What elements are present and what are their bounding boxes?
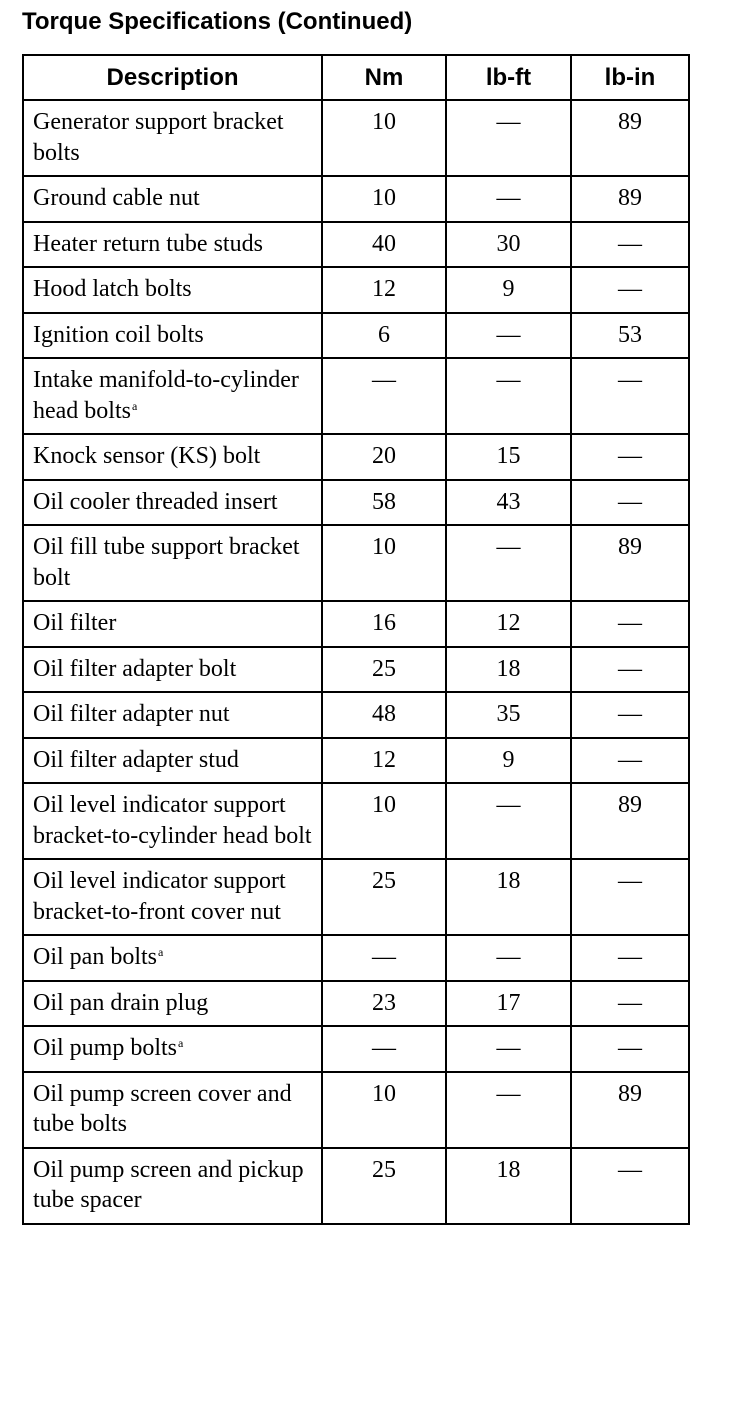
description-text: Oil pan drain plug [33, 989, 209, 1016]
table-row [23, 601, 689, 647]
lbin-cell: — [571, 1026, 689, 1072]
lbin-cell: — [571, 738, 689, 784]
table-row [23, 222, 689, 268]
column-header-lbft: lb-ft [446, 55, 571, 100]
description-cell [23, 859, 322, 935]
table-row [23, 692, 689, 738]
lbft-cell: 18 [446, 647, 571, 693]
description-cell [23, 434, 322, 480]
nm-cell: 40 [322, 222, 446, 268]
lbin-cell: 53 [571, 313, 689, 359]
description-text: Oil filter adapter bolt [33, 655, 237, 682]
nm-cell: 25 [322, 647, 446, 693]
description-cell [23, 1148, 322, 1224]
description-text: Generator support bracket bolts [33, 109, 284, 166]
table-row [23, 981, 689, 1027]
table-row [23, 267, 689, 313]
description-cell [23, 692, 322, 738]
lbft-cell: 35 [446, 692, 571, 738]
description-cell [23, 647, 322, 693]
description-text: Oil level indicator support bracket-to-front cover nut [33, 868, 286, 925]
lbin-cell: 89 [571, 525, 689, 601]
table-row [23, 935, 689, 981]
lbin-cell: — [571, 358, 689, 434]
description-text: Oil filter adapter nut [33, 701, 230, 727]
description-text: Heater return tube studs [33, 230, 263, 257]
description-cell [23, 935, 322, 981]
nm-cell: 10 [322, 100, 446, 176]
description-text: Oil pump screen cover and tube bolts [33, 1080, 292, 1137]
table-row [23, 1026, 689, 1072]
lbft-cell: 12 [446, 601, 571, 647]
description-cell [23, 783, 322, 859]
nm-cell: 48 [322, 692, 446, 738]
nm-cell: 10 [322, 783, 446, 859]
table-row [23, 783, 689, 859]
lbft-cell: 30 [446, 222, 571, 268]
lbft-cell: — [446, 935, 571, 981]
description-cell [23, 480, 322, 526]
table-header-row [23, 55, 689, 100]
table-row [23, 738, 689, 784]
lbin-cell: — [571, 480, 689, 526]
lbft-cell: — [446, 176, 571, 222]
lbft-cell: 18 [446, 1148, 571, 1224]
description-text: Knock sensor (KS) bolt [33, 443, 261, 469]
lbft-cell: — [446, 313, 571, 359]
nm-cell: 25 [322, 859, 446, 935]
lbft-cell: 18 [446, 859, 571, 935]
description-text: Oil pan bolts [33, 944, 157, 970]
lbft-cell: — [446, 100, 571, 176]
lbin-cell: 89 [571, 176, 689, 222]
lbin-cell: — [571, 601, 689, 647]
lbft-cell: 9 [446, 267, 571, 313]
table-row [23, 176, 689, 222]
description-text: Intake manifold-to-cylinder head bolts [33, 367, 299, 424]
lbin-cell: — [571, 1148, 689, 1224]
lbft-cell: — [446, 358, 571, 434]
nm-cell: — [322, 358, 446, 434]
description-cell [23, 222, 322, 268]
table-row [23, 100, 689, 176]
nm-cell: 10 [322, 525, 446, 601]
lbft-cell: 17 [446, 981, 571, 1027]
lbft-cell: 9 [446, 738, 571, 784]
description-cell [23, 981, 322, 1027]
nm-cell: 58 [322, 480, 446, 526]
description-cell [23, 267, 322, 313]
description-text: Oil cooler threaded insert [33, 488, 278, 515]
lbin-cell: — [571, 981, 689, 1027]
lbft-cell: — [446, 525, 571, 601]
lbin-cell: — [571, 222, 689, 268]
description-cell [23, 100, 322, 176]
lbft-cell: — [446, 1026, 571, 1072]
lbin-cell: — [571, 267, 689, 313]
lbin-cell: 89 [571, 783, 689, 859]
footnote-marker: a [131, 398, 138, 413]
nm-cell: 23 [322, 981, 446, 1027]
column-header-lbin: lb-in [571, 55, 689, 100]
description-text: Oil filter adapter stud [33, 746, 239, 773]
nm-cell: 12 [322, 267, 446, 313]
table-row [23, 434, 689, 480]
description-text: Oil level indicator support bracket-to-cylinder head bolt [33, 792, 312, 849]
description-cell [23, 738, 322, 784]
table-body [23, 100, 689, 1224]
description-cell [23, 1026, 322, 1072]
nm-cell: 6 [322, 313, 446, 359]
description-text: Ground cable nut [33, 185, 200, 211]
lbft-cell: — [446, 783, 571, 859]
torque-spec-table [22, 54, 690, 1225]
nm-cell: 16 [322, 601, 446, 647]
lbin-cell: 89 [571, 1072, 689, 1148]
table-row [23, 1072, 689, 1148]
description-cell [23, 176, 322, 222]
description-cell [23, 313, 322, 359]
lbin-cell: 89 [571, 100, 689, 176]
column-header-description: Description [23, 55, 322, 100]
description-text: Oil pump bolts [33, 1035, 178, 1061]
lbft-cell: 43 [446, 480, 571, 526]
column-header-nm: Nm [322, 55, 446, 100]
description-text: Hood latch bolts [33, 276, 192, 302]
table-row [23, 647, 689, 693]
lbin-cell: — [571, 935, 689, 981]
lbft-cell: 15 [446, 434, 571, 480]
description-text: Oil filter [33, 610, 117, 636]
lbin-cell: — [571, 434, 689, 480]
description-cell [23, 601, 322, 647]
description-text: Oil pump screen and pickup tube spacer [33, 1156, 304, 1213]
table-row [23, 358, 689, 434]
nm-cell: 12 [322, 738, 446, 784]
lbin-cell: — [571, 647, 689, 693]
lbft-cell: — [446, 1072, 571, 1148]
table-row [23, 1148, 689, 1224]
footnote-marker: a [158, 945, 164, 959]
table-row [23, 313, 689, 359]
nm-cell: 10 [322, 1072, 446, 1148]
description-cell [23, 1072, 322, 1148]
description-cell [23, 525, 322, 601]
description-text: Oil fill tube support bracket bolt [33, 534, 300, 591]
table-row [23, 480, 689, 526]
lbin-cell: — [571, 859, 689, 935]
nm-cell: — [322, 935, 446, 981]
table-row [23, 859, 689, 935]
table-row [23, 525, 689, 601]
description-text: Ignition coil bolts [33, 321, 204, 348]
nm-cell: 20 [322, 434, 446, 480]
description-cell [23, 358, 322, 434]
nm-cell: 25 [322, 1148, 446, 1224]
nm-cell: — [322, 1026, 446, 1072]
nm-cell: 10 [322, 176, 446, 222]
lbin-cell: — [571, 692, 689, 738]
page-title: Torque Specifications (Continued) [22, 8, 413, 35]
footnote-marker: a [178, 1036, 184, 1050]
